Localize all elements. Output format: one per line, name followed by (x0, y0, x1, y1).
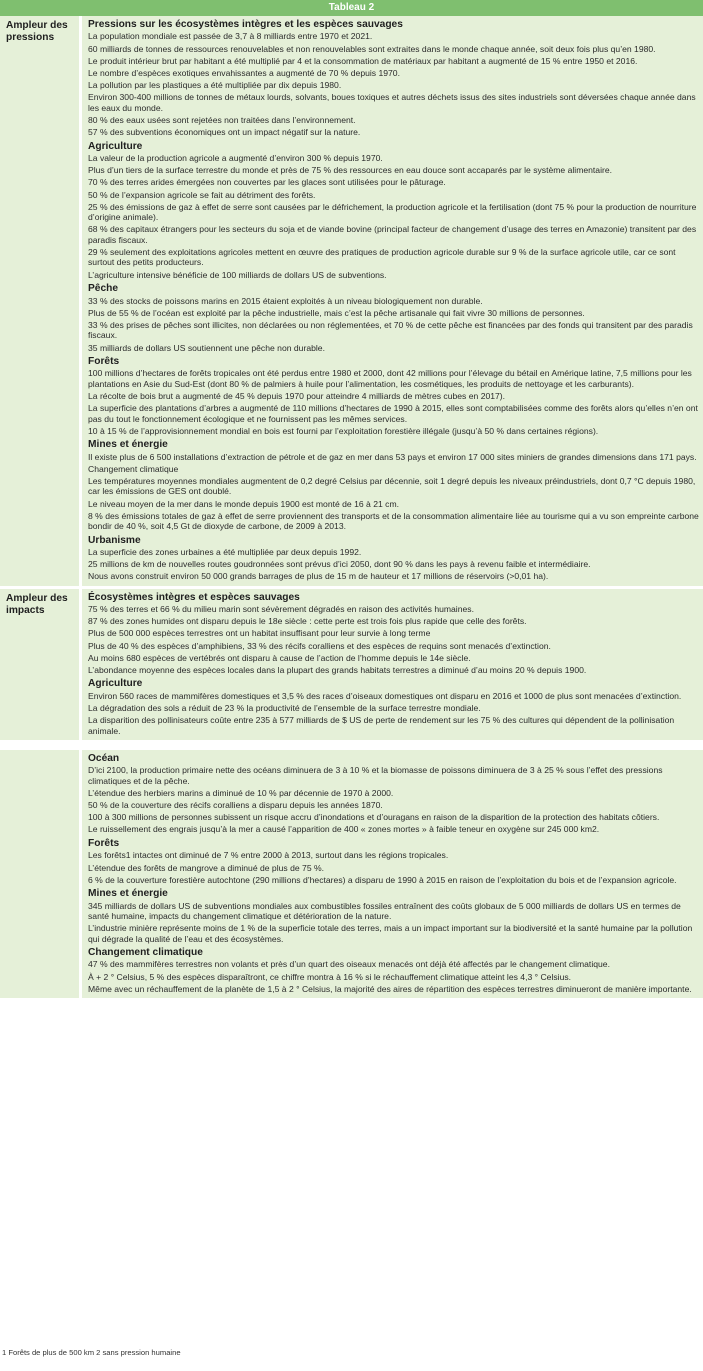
list-item: La pollution par les plastiques a été multipliée par dix depuis 1980. (88, 80, 342, 91)
list-item: Le ruissellement des engrais jusqu’à la mer a causé l’apparition de 400 « zones mortes » à faible teneur en oxygène sur 245 000 km2. (88, 824, 600, 835)
section-content (82, 750, 703, 998)
list-item: 33 % des prises de pêches sont illicites, non déclarées ou non réglementées, et 70 % de cette pêche est financées par des fonds qui transitent par des paradis fiscaux. (88, 319, 693, 341)
list-item: Le nombre d’espèces exotiques envahissantes a augmenté de 70 % depuis 1970. (88, 68, 400, 79)
list-item: 8 % des émissions totales de gaz à effet de serre proviennent des transports et de la consommation alimentaire liée au tourisme qui a vu son empreinte carbone bondir de 40 %, soit 4,5 Gt de dioxyde de carbone, de 2009 à 2013. (88, 510, 699, 532)
group-heading: Forêts (88, 355, 120, 367)
group-heading: Pêche (88, 283, 119, 295)
list-item: Le niveau moyen de la mer dans le monde depuis 1900 est monté de 16 à 21 cm. (88, 498, 400, 509)
list-item: La population mondiale est passée de 3,7 à 8 milliards entre 1970 et 2021. (88, 31, 373, 42)
section-gap (0, 740, 703, 750)
list-item: 100 à 300 millions de personnes subissent un risque accru d’inondations et d’ouragans en raison de la disparition de la protection des habitats côtiers. (88, 812, 660, 823)
list-item: 33 % des stocks de poissons marins en 2015 étaient exploités à un niveau biologiquement non durable. (88, 295, 483, 306)
list-item: 25 millions de km de nouvelles routes goudronnées sont prévus d’ici 2050, dont 90 % dans les pays à revenu faible et intermédiaire. (88, 559, 591, 570)
list-item: 68 % des capitaux étrangers pour les secteurs du soja et de viande bovine (principal facteur de changement d’usage des terres en Amazonie) transitent par des paradis fiscaux. (88, 224, 697, 245)
list-item: À + 2 ° Celsius, 5 % des espèces disparaîtront, ce chiffre montra à 16 % si le réchauffement climatique atteint les 4,3 ° Celsius. (88, 971, 572, 982)
list-item: 87 % des zones humides ont disparu depuis le 18e siècle : cette perte est trois fois plus rapide que celle des forêts. (88, 616, 527, 627)
list-item: La valeur de la production agricole a augmenté d’environ 300 % depuis 1970. (88, 153, 383, 164)
group-heading: Pressions sur les écosystèmes intègres et les espèces sauvages (88, 19, 403, 30)
list-item: Nous avons construit environ 50 000 grands barrages de plus de 15 m de hauteur et 17 millions de réservoirs (>0,01 ha). (88, 571, 549, 582)
list-item: Plus de 55 % de l’océan est exploité par la pêche industrielle, mais c’est la pêche artisanale qui fait vivre 30 millions de personnes. (88, 307, 585, 318)
group-heading: Agriculture (88, 140, 143, 152)
group-heading: Océan (88, 752, 120, 764)
list-item: Il existe plus de 6 500 installations d’extraction de pétrole et de gaz en mer dans 53 pays et environ 17 000 sites miniers de grandes dimensions dans 171 pays. (88, 451, 697, 462)
table-section (0, 750, 703, 998)
group-heading: Urbanisme (88, 534, 141, 546)
section-label (0, 750, 82, 998)
list-item: Plus de 40 % des espèces d’amphibiens, 33 % des récifs coralliens et des espèces de requins sont menacés d’extinction. (88, 640, 551, 651)
list-item: 29 % seulement des exploitations agricoles mettent en œuvre des pratiques de production agricole durable sur 9 % de la surface agricole utile, car ce sont surtout des petits producteurs. (88, 247, 676, 268)
group-heading: Agriculture (88, 678, 143, 690)
list-item: L’étendue des herbiers marins a diminué de 10 % par décennie de 1970 à 2000. (88, 787, 394, 798)
list-item: 70 % des terres arides émergées non couvertes par les glaces sont utilisées pour le pâturage. (88, 177, 446, 188)
list-item: 60 milliards de tonnes de ressources renouvelables et non renouvelables sont extraites dans le monde chaque année, soit deux fois plus qu’en 1980. (88, 43, 656, 54)
list-item: 35 milliards de dollars US soutiennent une pêche non durable. (88, 342, 325, 353)
list-item: Plus de 500 000 espèces terrestres ont un habitat insuffisant pour leur survie à long terme (88, 628, 431, 639)
group-heading: Écosystèmes intègres et espèces sauvages (88, 591, 300, 603)
list-item: Environ 560 races de mammifères domestiques et 3,5 % des races d’oiseaux domestiques ont disparu en 2016 et 1000 de plus sont menacées d’extinction. (88, 690, 682, 701)
list-item: La dégradation des sols a réduit de 23 % la productivité de l’ensemble de la surface terrestre mondiale. (88, 703, 481, 714)
group-heading: Mines et énergie (88, 439, 168, 451)
group-heading: Changement climatique (88, 946, 203, 958)
list-item: 57 % des subventions économiques ont un impact négatif sur la nature. (88, 127, 361, 138)
list-item: L’industrie minière représente moins de 1 % de la superficie totale des terres, mais a un impact important sur la biodiversité et la santé humaine par la pollution qui dégrade la qualité de l’eau et des écosystèmes. (88, 923, 693, 944)
section-label: Ampleur des pressions (0, 16, 82, 586)
list-item: D’ici 2100, la production primaire nette des océans diminuera de 3 à 10 % et la biomasse de poissons diminuera de 3 à 25 % sous l’effet des pressions climatiques et de la pêche. (88, 765, 663, 786)
list-item: Plus d’un tiers de la surface terrestre du monde et près de 75 % des ressources en eau douce sont accaparés par le système alimentaire. (88, 165, 613, 176)
list-item: 345 milliards de dollars US de subventions mondiales aux combustibles fossiles entraînent des coûts globaux de 5 000 milliards de dollars US en termes de santé humaine, impacts du changement climatique et détérioration de la nature. (88, 900, 681, 921)
table-section (0, 16, 703, 589)
section-content (82, 16, 703, 586)
list-item: Les températures moyennes mondiales augmentent de 0,2 degré Celsius par décennie, soit 1 degré depuis les niveaux préindustriels, dont 0,7 °C depuis 1980, car les émissions de GES ont doublé. (88, 475, 696, 497)
list-item: Au moins 680 espèces de vertébrés ont disparu à cause de l’action de l’homme depuis le 14e siècle. (88, 652, 471, 663)
list-item: 47 % des mammifères terrestres non volants et près d’un quart des oiseaux menacés ont déjà été affectés par le changement climatique. (88, 959, 610, 970)
list-item: 100 millions d’hectares de forêts tropicales ont été perdus entre 1980 et 2000, dont 42 millions pour l’élevage du bétail en Amérique latine, 7,5 millions pour les plantations en Asie du Sud-Est (dont 80 % de palmiers à huile pour l’alimentation, les cosmétiques, les produits de nettoyage et les carburants). (88, 368, 692, 389)
table-section (0, 589, 703, 740)
list-item: L’agriculture intensive bénéficie de 100 milliards de dollars US de subventions. (88, 269, 387, 280)
list-item: Environ 300-400 millions de tonnes de métaux lourds, solvants, boues toxiques et autres déchets issus des sites industriels sont déversées chaque année dans les eaux du monde. (88, 92, 696, 113)
list-item: Changement climatique (88, 463, 179, 474)
list-item: 10 à 15 % de l’approvisionnement mondial en bois est fourni par l’exploitation forestière illégale (jusqu’à 50 % dans certaines régions). (88, 425, 599, 436)
list-item: La récolte de bois brut a augmenté de 45 % depuis 1970 pour atteindre 4 milliards de mètres cubes en 2017). (88, 390, 506, 401)
table-title: Tableau 2 (0, 0, 703, 16)
footnote: 1 Forêts de plus de 500 km 2 sans pression humaine (2, 1348, 181, 1357)
group-heading: Forêts (88, 837, 120, 849)
list-item: 50 % de l’expansion agricole se fait au détriment des forêts. (88, 189, 316, 200)
list-item: La disparition des pollinisateurs coûte entre 235 à 577 milliards de $ US de perte de rendement sur les 75 % des cultures qui dépendent de la pollinisation animale. (88, 715, 675, 736)
list-item: 6 % de la couverture forestière autochtone (290 millions d’hectares) a disparu de 1990 à 2015 en raison de l’exploitation du bois et de l’expansion agricole. (88, 874, 677, 885)
list-item: 75 % des terres et 66 % du milieu marin sont sévèrement dégradés en raison des activités humaines. (88, 604, 474, 615)
section-label: Ampleur des impacts (0, 589, 82, 740)
list-item: 80 % des eaux usées sont rejetées non traitées dans l’environnement. (88, 115, 356, 126)
data-table (0, 16, 703, 998)
list-item: Même avec un réchauffement de la planète de 1,5 à 2 ° Celsius, la majorité des aires de répartition des espèces terrestres diminueront de manière importante. (88, 983, 692, 994)
list-item: 25 % des émissions de gaz à effet de serre sont causées par le défrichement, la production agricole et la fertilisation (dont 75 % pour la production de nourriture d’origine animale). (88, 201, 697, 223)
list-item: 50 % de la couverture des récifs coralliens a disparu depuis les années 1870. (88, 800, 383, 811)
group-heading: Mines et énergie (88, 888, 168, 900)
list-item: L’étendue des forêts de mangrove a diminué de plus de 75 %. (88, 862, 325, 873)
list-item: La superficie des plantations d’arbres a augmenté de 110 millions d’hectares de 1990 à 2015, elles sont comptabilisées comme des forêts alors qu’elles n’en ont pas du tout le fonctionnement écologique et ne fournissent pas les mêmes services. (88, 403, 698, 424)
list-item: La superficie des zones urbaines a été multipliée par deux depuis 1992. (88, 547, 362, 557)
list-item: Le produit intérieur brut par habitant a été multiplié par 4 et la consommation de matériaux par habitant a augmenté de 15 % entre 1950 et 2016. (88, 55, 638, 66)
section-content (82, 589, 703, 740)
list-item: L’abondance moyenne des espèces locales dans la plupart des grands habitats terrestres a diminué d’au moins 20 % depuis 1900. (88, 665, 587, 676)
list-item: Les forêts1 intactes ont diminué de 7 % entre 2000 à 2013, surtout dans les régions tropicales. (88, 850, 449, 861)
